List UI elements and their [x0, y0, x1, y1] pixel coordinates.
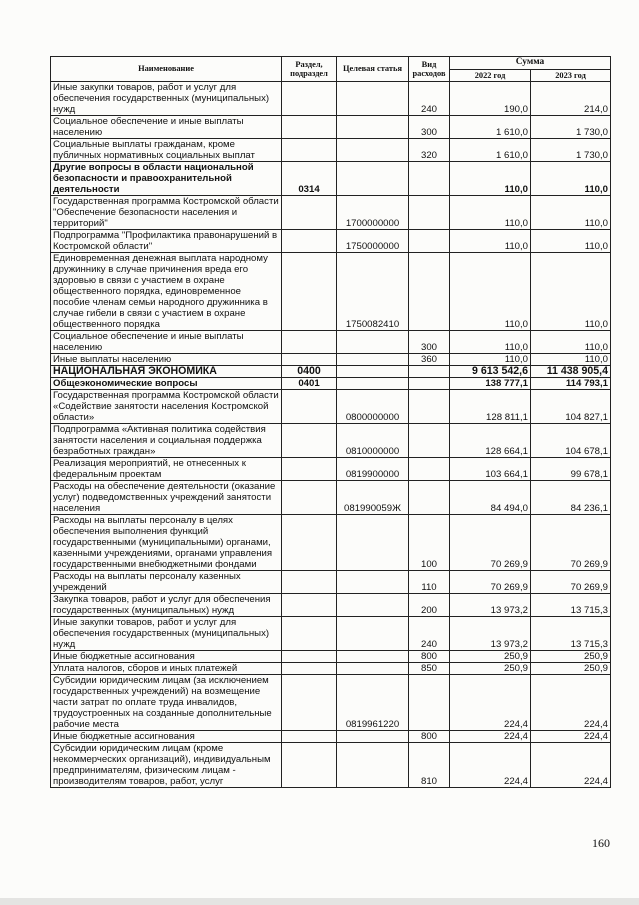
- header-sum: Сумма: [450, 57, 611, 70]
- budget-table: [50, 56, 611, 788]
- cell-2022: 224,4: [450, 743, 531, 788]
- table-row: [51, 571, 611, 594]
- cell-type: 300: [409, 116, 450, 139]
- cell-section: [282, 230, 337, 253]
- cell-2023: 224,4: [531, 743, 611, 788]
- cell-name: Подпрограмма "Профилактика правонарушений в Костромской области": [51, 230, 282, 253]
- page-number: 160: [592, 836, 610, 850]
- cell-type: 200: [409, 594, 450, 617]
- cell-section: 0401: [282, 378, 337, 390]
- header-target: Целевая статья: [337, 57, 409, 82]
- table-row: [51, 481, 611, 515]
- cell-target: 0819900000: [337, 458, 409, 481]
- cell-section: [282, 82, 337, 116]
- cell-target: [337, 571, 409, 594]
- cell-target: [337, 331, 409, 354]
- cell-name: Иные выплаты населению: [51, 354, 282, 366]
- table-row: [51, 390, 611, 424]
- cell-type: 810: [409, 743, 450, 788]
- cell-2022: 13 973,2: [450, 617, 531, 651]
- cell-section: [282, 116, 337, 139]
- cell-section: [282, 354, 337, 366]
- table-row: [51, 139, 611, 162]
- cell-target: [337, 663, 409, 675]
- table-row: [51, 663, 611, 675]
- cell-type: [409, 366, 450, 378]
- table-row: [51, 458, 611, 481]
- cell-type: 800: [409, 731, 450, 743]
- cell-2022: 103 664,1: [450, 458, 531, 481]
- cell-name: Социальное обеспечение и иные выплаты населению: [51, 331, 282, 354]
- cell-type: [409, 253, 450, 331]
- cell-2023: 1 730,0: [531, 116, 611, 139]
- cell-type: 850: [409, 663, 450, 675]
- cell-name: Иные бюджетные ассигнования: [51, 651, 282, 663]
- cell-target: [337, 116, 409, 139]
- cell-2022: 1 610,0: [450, 116, 531, 139]
- cell-target: 0819961220: [337, 675, 409, 731]
- cell-type: [409, 481, 450, 515]
- cell-type: 240: [409, 82, 450, 116]
- cell-type: [409, 390, 450, 424]
- cell-section: [282, 731, 337, 743]
- cell-2022: 128 664,1: [450, 424, 531, 458]
- cell-section: [282, 675, 337, 731]
- cell-2022: 224,4: [450, 731, 531, 743]
- cell-target: 0800000000: [337, 390, 409, 424]
- cell-target: [337, 162, 409, 196]
- table-row: [51, 196, 611, 230]
- cell-2023: 110,0: [531, 354, 611, 366]
- cell-name: Реализация мероприятий, не отнесенных к федеральным проектам: [51, 458, 282, 481]
- cell-name: Иные бюджетные ассигнования: [51, 731, 282, 743]
- cell-name: Подпрограмма «Активная политика содействия занятости населения и социальная поддержка безработных граждан»: [51, 424, 282, 458]
- cell-target: 1700000000: [337, 196, 409, 230]
- cell-target: [337, 743, 409, 788]
- cell-section: [282, 617, 337, 651]
- cell-2022: 9 613 542,6: [450, 366, 531, 378]
- cell-2022: 110,0: [450, 354, 531, 366]
- cell-2023: 70 269,9: [531, 515, 611, 571]
- cell-type: [409, 230, 450, 253]
- cell-2023: 214,0: [531, 82, 611, 116]
- table-row: [51, 116, 611, 139]
- header-type: Вид расходов: [409, 57, 450, 82]
- cell-name: Уплата налогов, сборов и иных платежей: [51, 663, 282, 675]
- cell-2022: 110,0: [450, 253, 531, 331]
- cell-target: [337, 378, 409, 390]
- cell-section: [282, 651, 337, 663]
- cell-name: Иные закупки товаров, работ и услуг для обеспечения государственных (муниципальных) нужд: [51, 617, 282, 651]
- table-row: [51, 651, 611, 663]
- cell-2022: 110,0: [450, 331, 531, 354]
- cell-2022: 250,9: [450, 651, 531, 663]
- cell-2022: 128 811,1: [450, 390, 531, 424]
- table-row: [51, 253, 611, 331]
- table-row: [51, 515, 611, 571]
- cell-target: [337, 731, 409, 743]
- cell-type: 240: [409, 617, 450, 651]
- header-row: [51, 57, 611, 70]
- cell-2023: 104 678,1: [531, 424, 611, 458]
- cell-section: [282, 331, 337, 354]
- cell-2022: 110,0: [450, 196, 531, 230]
- cell-2023: 104 827,1: [531, 390, 611, 424]
- cell-section: [282, 663, 337, 675]
- cell-section: [282, 139, 337, 162]
- cell-2022: 110,0: [450, 162, 531, 196]
- cell-2022: 224,4: [450, 675, 531, 731]
- cell-target: [337, 617, 409, 651]
- cell-name: Субсидии юридическим лицам (за исключением государственных учреждений) на возмещение части затрат по оплате труда инвалидов, трудоустроенных на созданные дополнительные рабочие места: [51, 675, 282, 731]
- header-name: Наименование: [51, 57, 282, 82]
- cell-2023: 13 715,3: [531, 617, 611, 651]
- cell-2023: 110,0: [531, 230, 611, 253]
- cell-name: Расходы на выплаты персоналу в целях обеспечения выполнения функций государственными (муниципальными) органами, казенными учреждениями, органами управления государственными внебюджетными фондами: [51, 515, 282, 571]
- cell-section: 0400: [282, 366, 337, 378]
- cell-2022: 250,9: [450, 663, 531, 675]
- cell-target: 0810000000: [337, 424, 409, 458]
- cell-2023: 84 236,1: [531, 481, 611, 515]
- table-row: [51, 82, 611, 116]
- table-row: [51, 424, 611, 458]
- table-row: [51, 675, 611, 731]
- cell-section: [282, 390, 337, 424]
- cell-name: НАЦИОНАЛЬНАЯ ЭКОНОМИКА: [51, 366, 282, 378]
- cell-target: [337, 82, 409, 116]
- cell-name: Социальные выплаты гражданам, кроме публичных нормативных социальных выплат: [51, 139, 282, 162]
- cell-type: 100: [409, 515, 450, 571]
- cell-2022: 138 777,1: [450, 378, 531, 390]
- cell-2023: 224,4: [531, 731, 611, 743]
- cell-target: [337, 139, 409, 162]
- cell-name: Государственная программа Костромской области «Содействие занятости населения Костромской области»: [51, 390, 282, 424]
- header-2022: 2022 год: [450, 69, 531, 82]
- cell-target: 081990059Ж: [337, 481, 409, 515]
- cell-section: [282, 743, 337, 788]
- header-section: Раздел, подраздел: [282, 57, 337, 82]
- cell-target: [337, 515, 409, 571]
- cell-target: [337, 354, 409, 366]
- cell-name: Иные закупки товаров, работ и услуг для обеспечения государственных (муниципальных) нужд: [51, 82, 282, 116]
- table-row: [51, 331, 611, 354]
- cell-2023: 99 678,1: [531, 458, 611, 481]
- cell-section: [282, 253, 337, 331]
- header-2023: 2023 год: [531, 69, 611, 82]
- table-row: [51, 743, 611, 788]
- cell-type: 300: [409, 331, 450, 354]
- cell-type: [409, 424, 450, 458]
- cell-2022: 1 610,0: [450, 139, 531, 162]
- cell-section: [282, 515, 337, 571]
- table-row: [51, 617, 611, 651]
- cell-target: [337, 594, 409, 617]
- cell-name: Расходы на обеспечение деятельности (оказание услуг) подведомственных учреждений занятости населения: [51, 481, 282, 515]
- cell-2023: 110,0: [531, 331, 611, 354]
- cell-2023: 110,0: [531, 196, 611, 230]
- table-row: [51, 366, 611, 378]
- cell-2023: 70 269,9: [531, 571, 611, 594]
- cell-target: 1750000000: [337, 230, 409, 253]
- cell-2022: 70 269,9: [450, 571, 531, 594]
- cell-2022: 84 494,0: [450, 481, 531, 515]
- cell-name: Расходы на выплаты персоналу казенных учреждений: [51, 571, 282, 594]
- cell-target: 1750082410: [337, 253, 409, 331]
- cell-2023: 110,0: [531, 162, 611, 196]
- cell-2023: 250,9: [531, 663, 611, 675]
- cell-2023: 224,4: [531, 675, 611, 731]
- cell-section: 0314: [282, 162, 337, 196]
- cell-section: [282, 424, 337, 458]
- cell-type: [409, 162, 450, 196]
- table-row: [51, 378, 611, 390]
- table-row: [51, 594, 611, 617]
- cell-name: Субсидии юридическим лицам (кроме некоммерческих организаций), индивидуальным предпринимателям, физическим лицам - производителям товаров, работ, услуг: [51, 743, 282, 788]
- cell-name: Государственная программа Костромской области "Обеспечение безопасности населения и территорий": [51, 196, 282, 230]
- cell-2023: 1 730,0: [531, 139, 611, 162]
- page-bottom-edge: [0, 898, 639, 905]
- table-row: [51, 162, 611, 196]
- cell-2023: 13 715,3: [531, 594, 611, 617]
- cell-type: [409, 196, 450, 230]
- table-row: [51, 731, 611, 743]
- cell-name: Другие вопросы в области национальной безопасности и правоохранительной деятельности: [51, 162, 282, 196]
- cell-section: [282, 196, 337, 230]
- cell-name: Закупка товаров, работ и услуг для обеспечения государственных (муниципальных) нужд: [51, 594, 282, 617]
- cell-section: [282, 481, 337, 515]
- table-row: [51, 354, 611, 366]
- cell-name: Единовременная денежная выплата народному дружиннику в случае причинения вреда его здоровью в связи с участием в охране общественного порядка, единовременное пособие членам семьи народного дружинника в случае гибели в связи с участием в охране общественного порядка: [51, 253, 282, 331]
- cell-name: Социальное обеспечение и иные выплаты населению: [51, 116, 282, 139]
- cell-type: [409, 675, 450, 731]
- cell-section: [282, 458, 337, 481]
- cell-type: 800: [409, 651, 450, 663]
- cell-name: Общеэкономические вопросы: [51, 378, 282, 390]
- cell-2023: 250,9: [531, 651, 611, 663]
- cell-type: [409, 458, 450, 481]
- cell-2022: 190,0: [450, 82, 531, 116]
- cell-2022: 13 973,2: [450, 594, 531, 617]
- cell-2023: 114 793,1: [531, 378, 611, 390]
- cell-target: [337, 366, 409, 378]
- cell-2023: 11 438 905,4: [531, 366, 611, 378]
- cell-type: 110: [409, 571, 450, 594]
- cell-target: [337, 651, 409, 663]
- table-row: [51, 230, 611, 253]
- cell-2022: 70 269,9: [450, 515, 531, 571]
- cell-section: [282, 571, 337, 594]
- cell-2022: 110,0: [450, 230, 531, 253]
- cell-type: 360: [409, 354, 450, 366]
- cell-section: [282, 594, 337, 617]
- cell-2023: 110,0: [531, 253, 611, 331]
- cell-type: 320: [409, 139, 450, 162]
- cell-type: [409, 378, 450, 390]
